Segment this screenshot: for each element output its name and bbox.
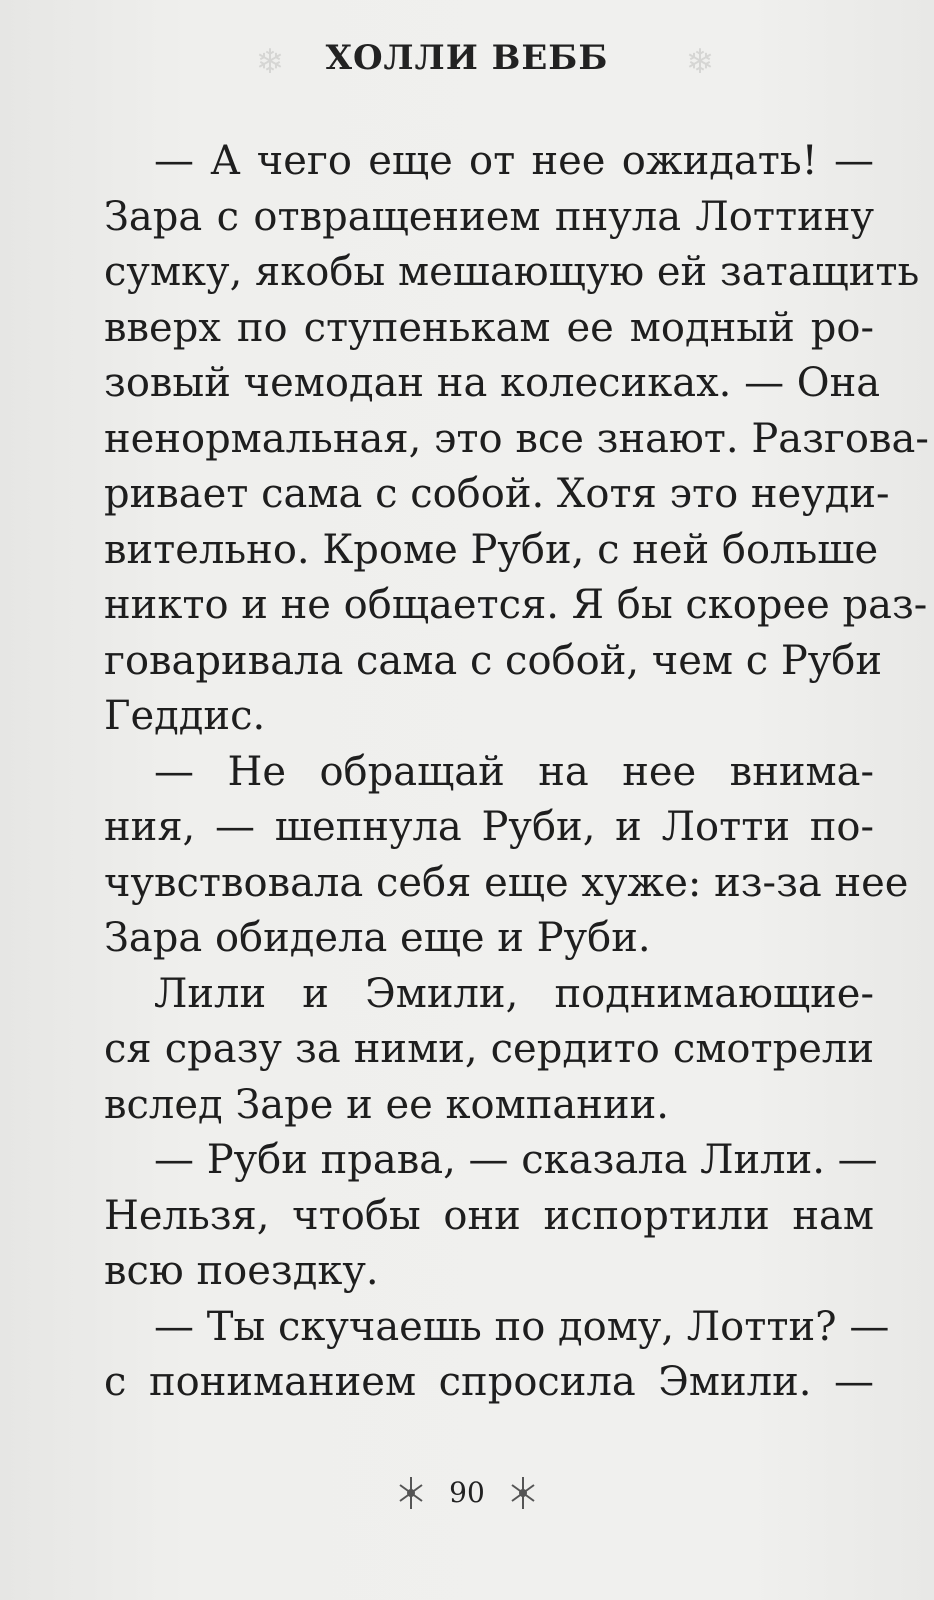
text-line: вительно. Кроме Руби, с ней больше	[104, 526, 879, 573]
text-line: — Не обращай на нее внима-	[154, 748, 874, 795]
text-line: — Ты скучаешь по дому, Лотти? —	[154, 1303, 890, 1350]
header-ornament-right-icon: ❄	[685, 42, 715, 82]
text-line: Геддис.	[104, 693, 266, 739]
text-line: ненормальная, это все знают. Разгова-	[104, 415, 929, 462]
text-line: чувствовала себя еще хуже: из-за нее	[104, 859, 909, 906]
text-line: говаривала сама с собой, чем с Руби	[104, 637, 883, 684]
text-line: Зара с отвращением пнула Лоттину	[104, 193, 874, 240]
text-line: — Руби права, — сказала Лили. —	[154, 1137, 878, 1183]
text-line: ривает сама с собой. Хотя это неуди-	[104, 471, 890, 517]
text-line: с пониманием спросила Эмили. —	[104, 1359, 874, 1405]
text-line: никто и не общается. Я бы скорее раз-	[104, 582, 928, 628]
text-line: зовый чемодан на колесиках. — Она	[104, 360, 881, 406]
page-footer	[0, 1468, 934, 1518]
text-line: — А чего еще от нее ожидать! —	[154, 138, 874, 184]
text-line: всю поездку.	[104, 1248, 379, 1294]
text-line: Лили и Эмили, поднимающие-	[154, 970, 874, 1017]
text-line: вслед Заре и ее компании.	[104, 1081, 669, 1128]
text-line: Зара обидела еще и Руби.	[104, 915, 651, 961]
text-line: вверх по ступенькам ее модный ро-	[104, 304, 874, 351]
snowflake-ornament-right-icon	[508, 1473, 538, 1513]
text-line: ся сразу за ними, сердито смотрели	[104, 1026, 874, 1072]
text-line: ния, — шепнула Руби, и Лотти по-	[104, 804, 874, 850]
text-line: сумку, якобы мешающую ей затащить	[104, 249, 920, 295]
page-number: 90	[449, 1476, 485, 1509]
text-line: Нельзя, чтобы они испортили нам	[104, 1192, 874, 1239]
running-header: ХОЛЛИ ВЕББ	[325, 38, 609, 78]
header-ornament-left-icon: ❄	[255, 42, 285, 82]
snowflake-ornament-left-icon	[396, 1473, 426, 1513]
